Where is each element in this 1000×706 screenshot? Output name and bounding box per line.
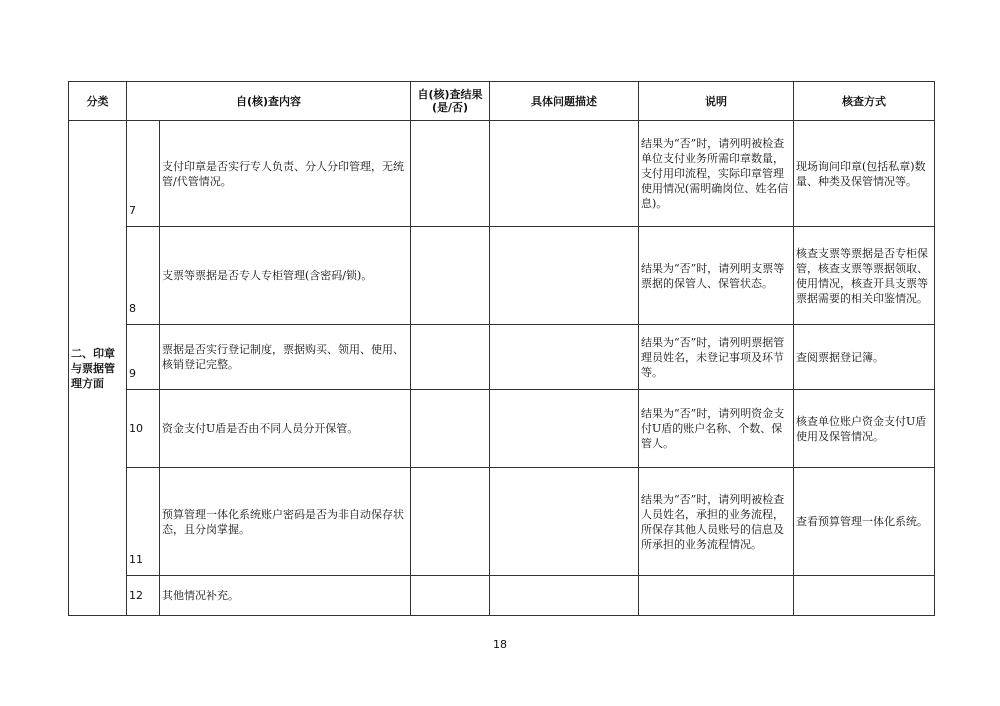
table-row [69, 390, 935, 468]
row-problem-cell[interactable] [490, 227, 639, 325]
header-problem: 具体问题描述 [490, 82, 639, 121]
row-content: 支付印章是否实行专人负责、分人分印管理，无统管/代管情况。 [160, 121, 411, 227]
row-content: 票据是否实行登记制度，票据购买、领用、使用、核销登记完整。 [160, 325, 411, 390]
row-number: 12 [127, 576, 160, 616]
row-result-cell[interactable] [411, 468, 490, 576]
row-problem-cell[interactable] [490, 468, 639, 576]
category-cell [69, 121, 127, 616]
row-method: 核查支票等票据是否专柜保管，核查支票等票据领取、使用情况，核查开具支票等票据需要的相关印鉴情况。 [794, 227, 935, 325]
row-note: 结果为“否”时，请列明被检查人员姓名，承担的业务流程，所保存其他人员账号的信息及所承担的业务流程情况。 [639, 468, 794, 576]
table-row [69, 468, 935, 576]
row-problem-cell[interactable] [490, 390, 639, 468]
header-category: 分类 [69, 82, 127, 121]
row-content: 支票等票据是否专人专柜管理(含密码/锁)。 [160, 227, 411, 325]
header-method: 核查方式 [794, 82, 935, 121]
category-label: 二、印章与票据管理方面 [71, 346, 115, 390]
header-note: 说明 [639, 82, 794, 121]
table-row [69, 325, 935, 390]
row-note [639, 576, 794, 616]
row-number: 7 [127, 121, 160, 227]
row-note: 结果为“否”时，请列明支票等票据的保管人、保管状态。 [639, 227, 794, 325]
row-result-cell[interactable] [411, 325, 490, 390]
row-method: 现场询问印章(包括私章)数量、种类及保管情况等。 [794, 121, 935, 227]
row-result-cell[interactable] [411, 390, 490, 468]
row-method: 查阅票据登记簿。 [794, 325, 935, 390]
header-result: 自(核)查结果 (是/否) [411, 82, 490, 121]
row-method [794, 576, 935, 616]
row-note: 结果为“否”时，请列明票据管理员姓名，未登记事项及环节等。 [639, 325, 794, 390]
table-row [69, 227, 935, 325]
row-result-cell[interactable] [411, 121, 490, 227]
row-problem-cell[interactable] [490, 576, 639, 616]
row-method: 核查单位账户资金支付U盾使用及保管情况。 [794, 390, 935, 468]
row-number: 9 [127, 325, 160, 390]
header-row [69, 82, 935, 121]
row-number: 8 [127, 227, 160, 325]
row-content: 资金支付U盾是否由不同人员分开保管。 [160, 390, 411, 468]
row-content: 其他情况补充。 [160, 576, 411, 616]
page-number: 18 [493, 638, 507, 651]
row-note: 结果为“否”时，请列明资金支付U盾的账户名称、个数、保管人。 [639, 390, 794, 468]
audit-table [68, 81, 935, 616]
table-row [69, 576, 935, 616]
row-number: 10 [127, 390, 160, 468]
row-note: 结果为“否”时，请列明被检查单位支付业务所需印章数量，支付用印流程，实际印章管理使用情况(需明确岗位、姓名信息)。 [639, 121, 794, 227]
header-content: 自(核)查内容 [127, 82, 411, 121]
row-result-cell[interactable] [411, 227, 490, 325]
row-problem-cell[interactable] [490, 121, 639, 227]
row-problem-cell[interactable] [490, 325, 639, 390]
row-content: 预算管理一体化系统账户密码是否为非自动保存状态，且分岗掌握。 [160, 468, 411, 576]
row-number: 11 [127, 468, 160, 576]
row-result-cell[interactable] [411, 576, 490, 616]
table-row [69, 121, 935, 227]
row-method: 查看预算管理一体化系统。 [794, 468, 935, 576]
